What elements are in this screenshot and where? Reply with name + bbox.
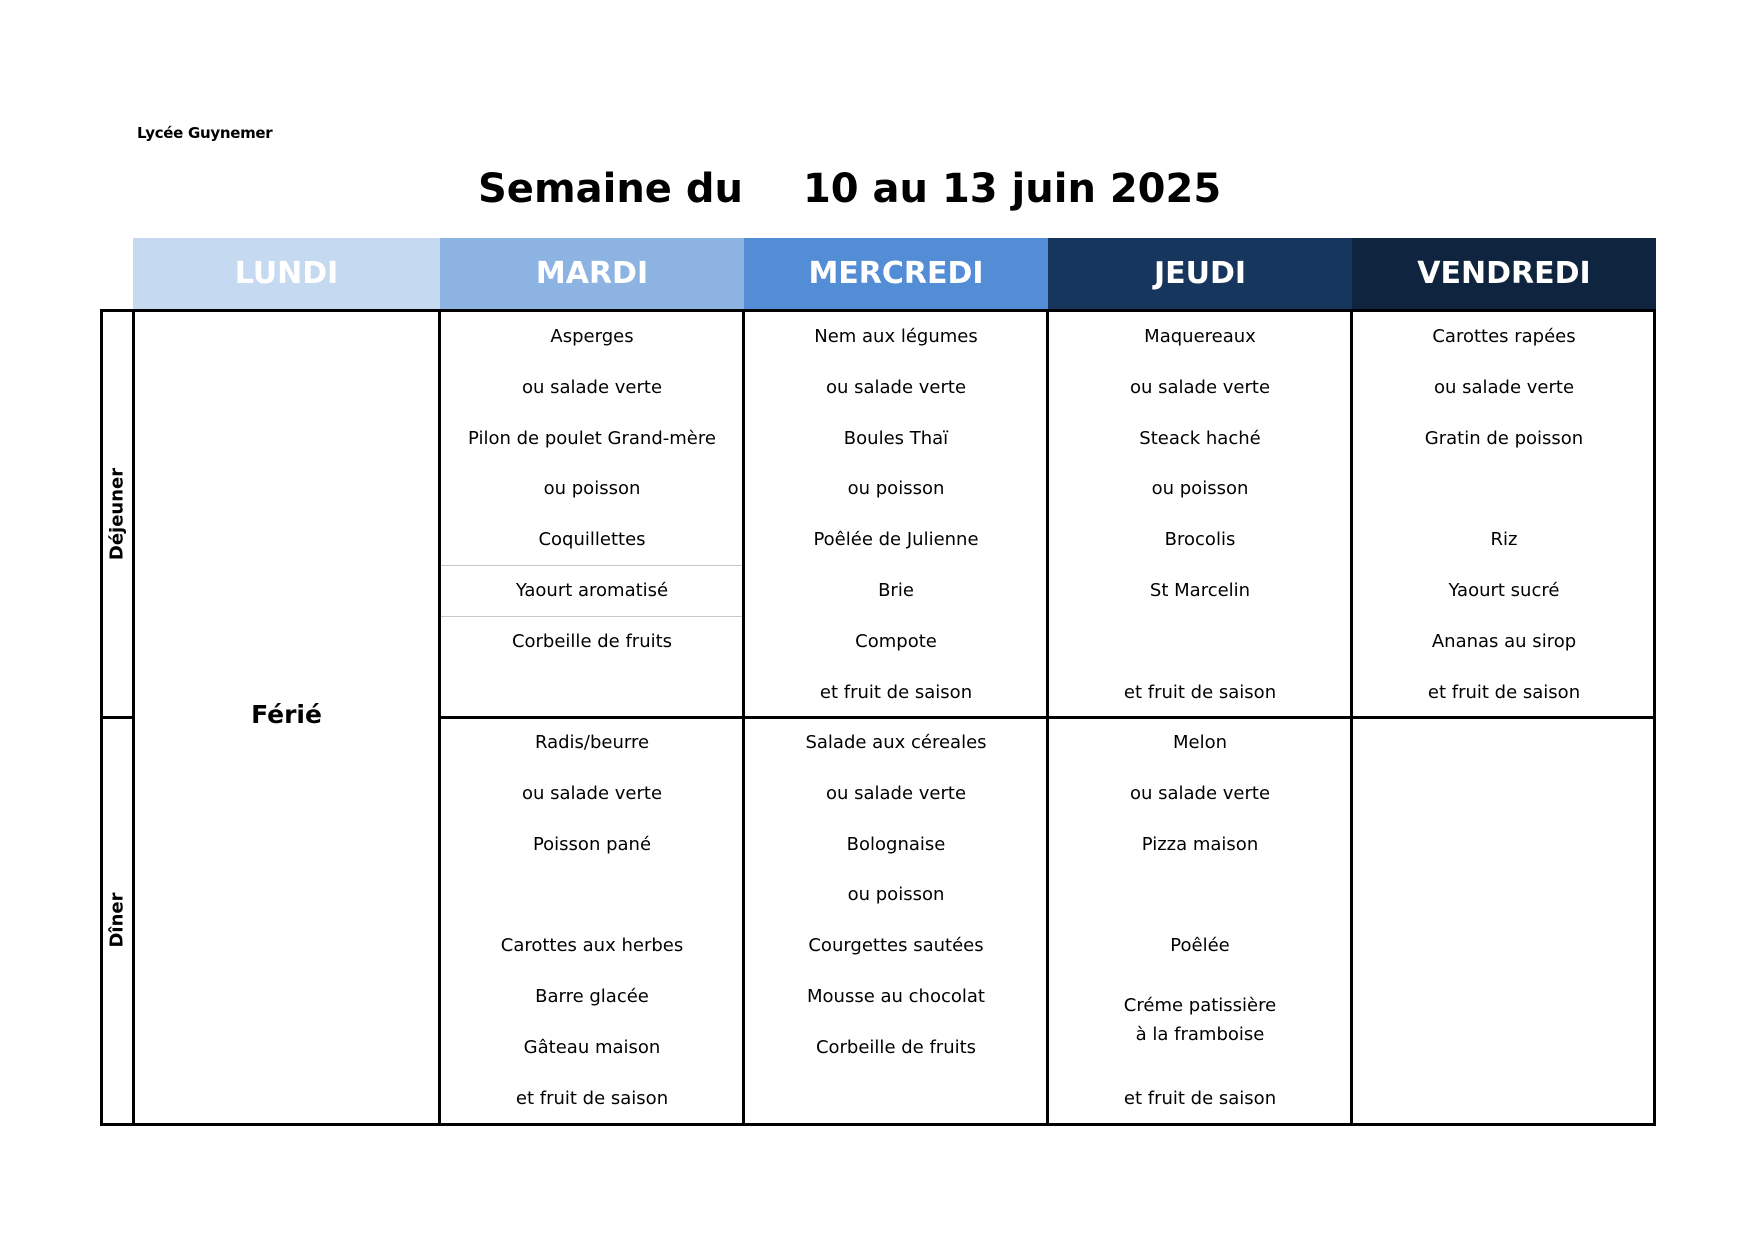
school-name: Lycée Guynemer [137, 124, 273, 142]
menu-item: ou salade verte [825, 782, 967, 804]
menu-item: ou poisson [847, 478, 945, 500]
menu-item: et fruit de saison [515, 1087, 669, 1109]
menu-item: Melon [1172, 732, 1228, 753]
menu-item: Nem aux légumes [814, 326, 978, 347]
day-header-mercredi: MERCREDI [744, 238, 1048, 309]
menu-item: Carottes rapées [1432, 326, 1576, 347]
menu-item: Ananas au sirop [1431, 630, 1577, 652]
menu-item: Mousse au chocolat [807, 986, 985, 1007]
menu-item: Poisson pané [532, 833, 652, 855]
menu-item: Gâteau maison [523, 1036, 661, 1058]
menu-item: Barre glacée [535, 986, 649, 1007]
menu-item: ou salade verte [1433, 376, 1575, 398]
menu-item: Bolognaise [846, 833, 946, 855]
menu-item: Poêlée de Julienne [813, 529, 979, 551]
menu-item: Gratin de poisson [1424, 427, 1584, 449]
menu-item: Brie [878, 580, 914, 601]
grid-line-top [100, 309, 1656, 312]
menu-item: Créme patissière [1123, 995, 1277, 1016]
menu-item: Steack haché [1139, 427, 1261, 449]
menu-item: ou salade verte [825, 376, 967, 398]
menu-item: Salade aux céreales [805, 732, 987, 753]
menu-item: Poêlée [1170, 935, 1230, 957]
menu-item: Pilon de poulet Grand-mère [468, 427, 716, 449]
title-prefix: Semaine du [478, 166, 743, 212]
menu-item: ou poisson [543, 478, 641, 500]
menu-item: Compote [855, 630, 937, 652]
menu-item: et fruit de saison [1123, 1087, 1277, 1109]
menu-item: et fruit de saison [1427, 681, 1581, 703]
menu-item: Corbeille de fruits [815, 1036, 977, 1058]
day-header-jeudi: JEUDI [1048, 238, 1352, 309]
day-header-vendredi: VENDREDI [1352, 238, 1656, 309]
menu-item: ou salade verte [1129, 782, 1271, 804]
menu-item: Pizza maison [1141, 833, 1259, 855]
menu-item: Maquereaux [1144, 326, 1256, 347]
mardi-separator-2 [441, 616, 742, 617]
menu-item: ou poisson [847, 884, 945, 906]
title-dates: 10 au 13 juin 2025 [802, 166, 1222, 212]
grid-line-v0 [100, 309, 103, 1126]
menu-item: Asperges [550, 326, 634, 347]
menu-item: ou salade verte [521, 782, 663, 804]
menu-item: ou salade verte [521, 376, 663, 398]
menu-item: Riz [1490, 529, 1518, 551]
mardi-separator-1 [441, 565, 742, 566]
day-header-lundi: LUNDI [133, 238, 440, 309]
menu-item: Courgettes sautées [808, 935, 984, 957]
menu-item: Radis/beurre [534, 732, 650, 753]
grid-line-bottom [100, 1123, 1656, 1126]
menu-item: Coquillettes [538, 529, 646, 551]
menu-item: Brocolis [1164, 529, 1236, 551]
menu-item: et fruit de saison [819, 681, 973, 703]
menu-item: St Marcelin [1149, 580, 1251, 601]
monday-holiday: Férié [251, 700, 322, 729]
menu-item: Carottes aux herbes [500, 935, 684, 957]
menu-item: ou poisson [1151, 478, 1249, 500]
menu-item: Yaourt aromatisé [515, 580, 669, 601]
menu-item: Corbeille de fruits [511, 630, 673, 652]
day-header-mardi: MARDI [440, 238, 744, 309]
menu-item: Yaourt sucré [1448, 580, 1560, 601]
menu-item: et fruit de saison [1123, 681, 1277, 703]
menu-item: Boules Thaï [843, 427, 949, 449]
menu-item: ou salade verte [1129, 376, 1271, 398]
menu-item: à la framboise [1135, 1024, 1265, 1045]
